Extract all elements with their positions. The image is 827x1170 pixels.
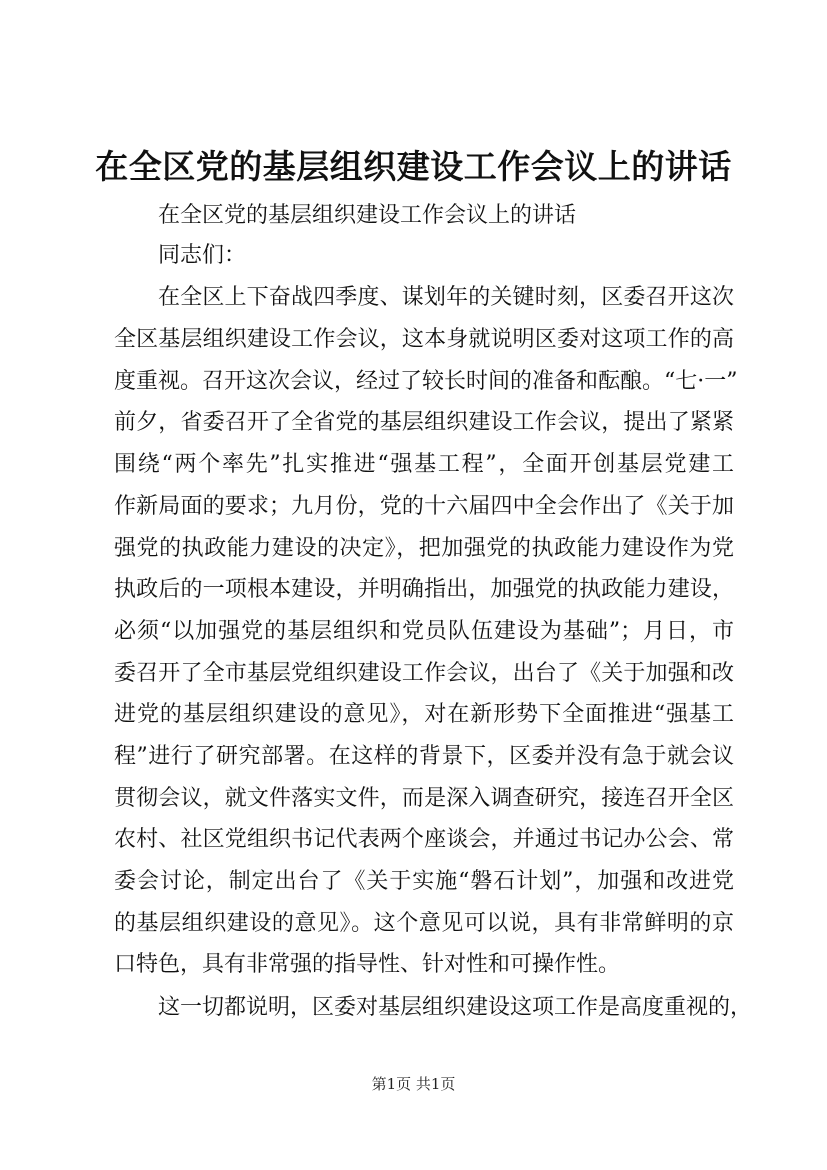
paragraph-line: 贯彻会议，就文件落实文件，而是深入调查研究，接连召开全区 (114, 786, 734, 811)
paragraph-line: 这一切都说明，区委对基层组织建设这项工作是高度重视的， (158, 995, 753, 1020)
paragraph-line: 在全区上下奋战四季度、谋划年的关键时刻，区委召开这次 (158, 285, 734, 310)
document-title: 在全区党的基层组织建设工作会议上的讲话 (95, 147, 732, 186)
salutation: 同志们： (158, 243, 247, 268)
paragraph-line: 农村、社区党组织书记代表两个座谈会，并通过书记办公会、常 (114, 827, 734, 852)
paragraph-line: 强党的执政能力建设的决定》，把加强党的执政能力建设作为党 (114, 536, 734, 561)
paragraph-line: 程”进行了研究部署。在这样的背景下，区委并没有急于就会议 (114, 744, 734, 769)
paragraph-line: 执政后的一项根本建设，并明确指出，加强党的执政能力建设， (114, 577, 734, 602)
paragraph-line: 前夕，省委召开了全省党的基层组织建设工作会议，提出了紧紧 (114, 410, 734, 435)
paragraph-line: 的基层组织建设的意见》。这个意见可以说，具有非常鲜明的京 (114, 911, 734, 936)
paragraph-line: 委会讨论，制定出台了《关于实施“磐石计划”，加强和改进党 (114, 869, 734, 894)
paragraph-line: 全区基层组织建设工作会议，这本身就说明区委对这项工作的高 (114, 327, 734, 352)
paragraph-line: 围绕“两个率先”扎实推进“强基工程”，全面开创基层党建工 (114, 452, 734, 477)
paragraph-line: 作新局面的要求；九月份，党的十六届四中全会作出了《关于加 (114, 494, 734, 519)
paragraph-line: 进党的基层组织建设的意见》，对在新形势下全面推进“强基工 (114, 702, 734, 727)
paragraph-line: 委召开了全市基层党组织建设工作会议，出台了《关于加强和改 (114, 661, 734, 686)
document-subtitle: 在全区党的基层组织建设工作会议上的讲话 (158, 203, 577, 228)
page-number: 第1页 共1页 (371, 1075, 456, 1093)
paragraph-line: 必须“以加强党的基层组织和党员队伍建设为基础”；月日，市 (114, 619, 734, 644)
paragraph-line: 口特色，具有非常强的指导性、针对性和可操作性。 (114, 952, 621, 977)
paragraph-line: 度重视。召开这次会议，经过了较长时间的准备和酝酿。“七·一” (114, 369, 738, 394)
